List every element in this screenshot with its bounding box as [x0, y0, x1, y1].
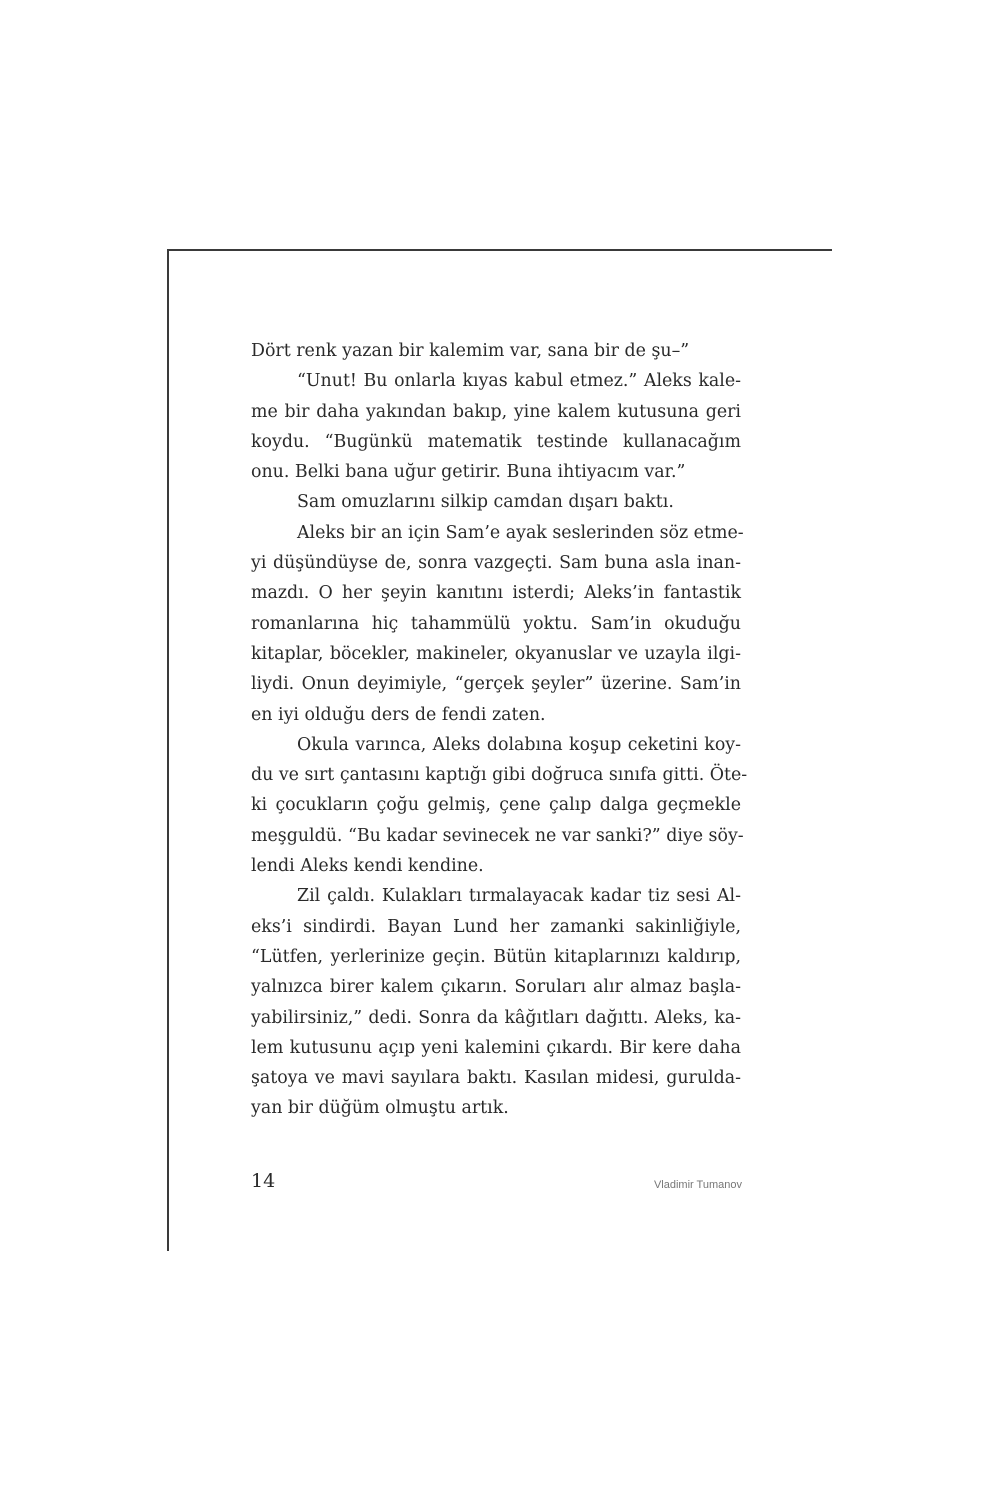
text-line: en iyi olduğu ders de fendi zaten. [251, 704, 546, 725]
text-line: Zil çaldı. Kulakları tırmalayacak kadar tiz sesi Al- [297, 886, 741, 907]
text-line: “Unut! Bu onlarla kıyas kabul etmez.” Aleks kale- [297, 371, 741, 392]
text-line: eks’i sindirdi. Bayan Lund her zamanki sakinliğiyle, [251, 916, 741, 937]
text-line: liydi. Onun deyimiyle, “gerçek şeyler” üzerine. Sam’in [251, 674, 741, 695]
text-line: meşguldü. “Bu kadar sevinecek ne var sanki?” diye söy- [251, 825, 744, 846]
text-line: lendi Aleks kendi kendine. [251, 856, 484, 877]
text-line: ki çocukların çoğu gelmiş, çene çalıp dalga geçmekle [251, 795, 741, 816]
text-line: Okula varınca, Aleks dolabına koşup ceketini koy- [297, 734, 741, 755]
text-line: yan bir düğüm olmuştu artık. [251, 1098, 509, 1119]
text-line: onu. Belki bana uğur getirir. Buna ihtiyacım var.” [251, 462, 686, 483]
author-name: Vladimir Tumanov [653, 1179, 742, 1191]
top-border-line [167, 249, 832, 251]
text-line: lem kutusunu açıp yeni kalemini çıkardı. Bir kere daha [251, 1037, 741, 1058]
text-line: me bir daha yakından bakıp, yine kalem kutusuna geri [251, 401, 741, 422]
text-line: yalnızca birer kalem çıkarın. Soruları alır almaz başla- [251, 977, 741, 998]
text-line: şatoya ve mavi sayılara baktı. Kasılan midesi, gurulda- [251, 1068, 741, 1089]
text-line: “Lütfen, yerlerinize geçin. Bütün kitaplarınızı kaldırıp, [251, 946, 741, 967]
page-number: 14 [251, 1170, 276, 1192]
text-line: du ve sırt çantasını kaptığı gibi doğruca sınıfa gitti. Öte- [251, 765, 748, 786]
left-border-line [167, 249, 169, 1251]
text-line: Aleks bir an için Sam’e ayak seslerinden söz etme- [297, 522, 744, 543]
body-text [251, 336, 748, 1124]
text-line: romanlarına hiç tahammülü yoktu. Sam’in okuduğu [251, 613, 741, 634]
text-line: mazdı. O her şeyin kanıtını isterdi; Aleks’in fantastik [251, 583, 741, 604]
text-line: Dört renk yazan bir kalemim var, sana bir de şu–” [251, 341, 690, 361]
text-line: kitaplar, böcekler, makineler, okyanuslar ve uzayla ilgi- [251, 643, 741, 664]
text-line: yabilirsiniz,” dedi. Sonra da kâğıtları dağıttı. Aleks, ka- [251, 1007, 741, 1028]
text-line: koydu. “Bugünkü matematik testinde kullanacağım [251, 431, 741, 452]
text-line: yi düşündüyse de, sonra vazgeçti. Sam buna asla inan- [251, 553, 741, 574]
text-line: Sam omuzlarını silkip camdan dışarı baktı. [297, 492, 674, 513]
